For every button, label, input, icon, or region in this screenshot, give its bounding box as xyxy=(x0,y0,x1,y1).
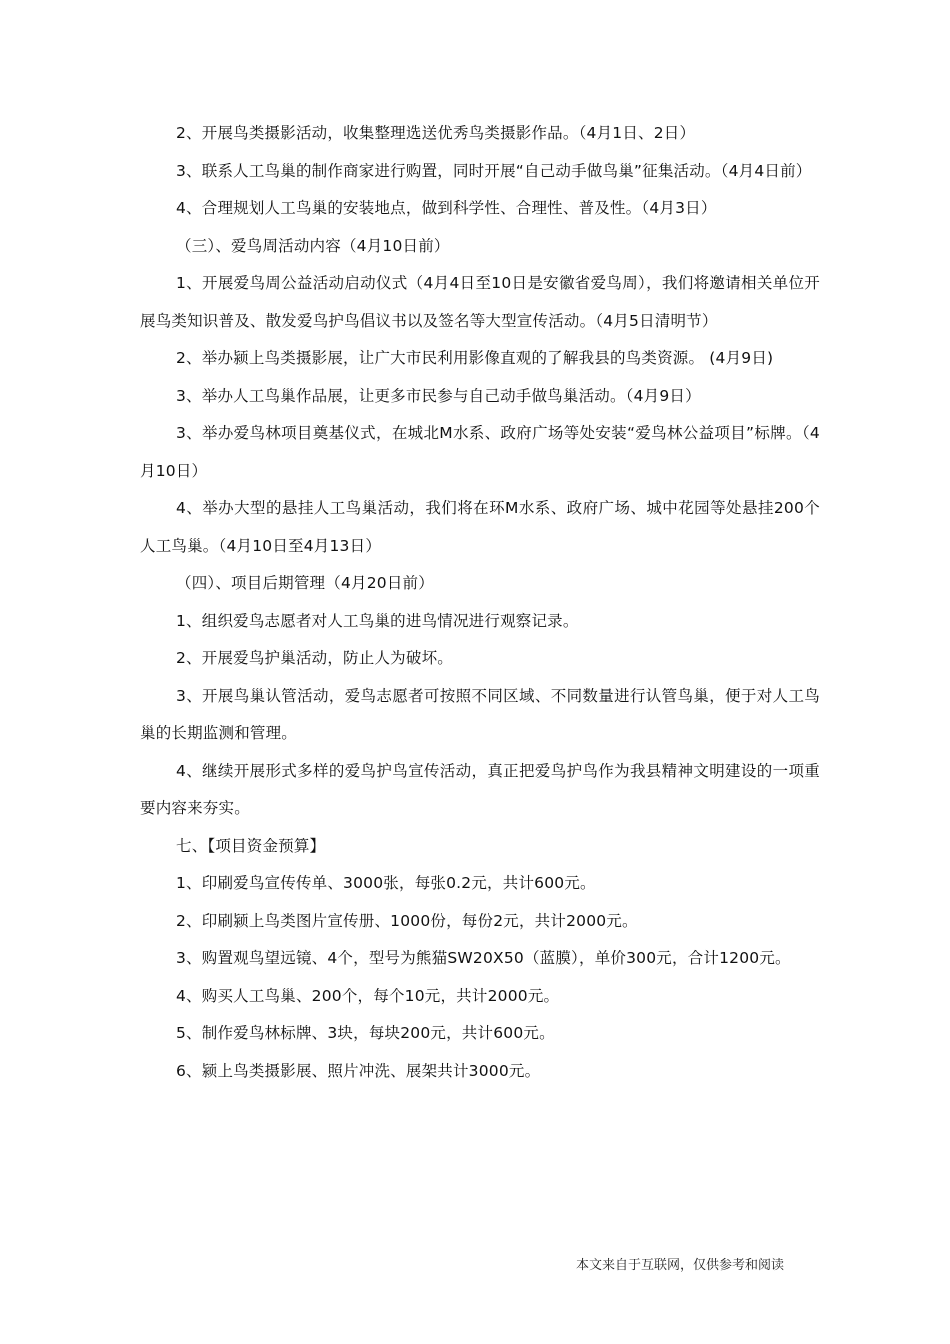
paragraph: 4、继续开展形式多样的爱鸟护鸟宣传活动，真正把爱鸟护鸟作为我县精神文明建设的一项重要内容来夯实。 xyxy=(140,761,820,817)
paragraph: 2、开展鸟类摄影活动，收集整理选送优秀鸟类摄影作品。（4月1日、2日） xyxy=(176,124,696,142)
paragraph: 1、组织爱鸟志愿者对人工鸟巢的进鸟情况进行观察记录。 xyxy=(176,611,579,630)
paragraph: 2、开展爱鸟护巢活动，防止人为破坏。 xyxy=(176,649,453,667)
budget-item: 6、颍上鸟类摄影展、照片冲洗、展架共计3000元。 xyxy=(176,1061,541,1080)
section-heading: （四）、项目后期管理（4月20日前） xyxy=(176,574,434,592)
paragraph: 4、举办大型的悬挂人工鸟巢活动，我们将在环M水系、政府广场、城中花园等处悬挂200个人工鸟巢。（4月10日至4月13日） xyxy=(140,499,820,555)
budget-item: 4、购买人工鸟巢、200个，每个10元，共计2000元。 xyxy=(176,986,560,1005)
budget-item: 5、制作爱鸟林标牌、3块，每块200元，共计600元。 xyxy=(176,1024,555,1042)
paragraph: 3、开展鸟巢认管活动，爱鸟志愿者可按照不同区域、不同数量进行认管鸟巢，便于对人工鸟巢的长期监测和管理。 xyxy=(140,686,820,742)
paragraph: 3、举办爱鸟林项目奠基仪式，在城北M水系、政府广场等处安装“爱鸟林公益项目”标牌。（4月10日） xyxy=(140,424,820,480)
budget-item: 3、购置观鸟望远镜、4个，型号为熊猫SW20X50（蓝膜），单价300元，合计1200元。 xyxy=(176,949,791,967)
paragraph: 1、开展爱鸟周公益活动启动仪式（4月4日至10日是安徽省爱鸟周），我们将邀请相关单位开展鸟类知识普及、散发爱鸟护鸟倡议书以及签名等大型宣传活动。（4月5日清明节） xyxy=(140,274,820,330)
paragraph: 3、举办人工鸟巢作品展，让更多市民参与自己动手做鸟巢活动。（4月9日） xyxy=(176,386,701,405)
document-body xyxy=(140,115,820,1090)
section-heading: （三）、爱鸟周活动内容（4月10日前） xyxy=(176,236,450,255)
paragraph: 4、合理规划人工鸟巢的安装地点，做到科学性、合理性、普及性。（4月3日） xyxy=(176,199,717,217)
budget-item: 1、印刷爱鸟宣传传单、3000张，每张0.2元，共计600元。 xyxy=(176,874,596,892)
footer-note: 本文来自于互联网，仅供参考和阅读 xyxy=(576,1258,785,1273)
paragraph: 3、联系人工鸟巢的制作商家进行购置，同时开展“自己动手做鸟巢”征集活动。（4月4日前） xyxy=(176,161,812,180)
paragraph: 2、举办颍上鸟类摄影展，让广大市民利用影像直观的了解我县的鸟类资源。 (4月9日) xyxy=(176,349,774,367)
section-heading: 七、【项目资金预算】 xyxy=(176,836,326,855)
budget-item: 2、印刷颍上鸟类图片宣传册、1000份，每份2元，共计2000元。 xyxy=(176,911,638,930)
